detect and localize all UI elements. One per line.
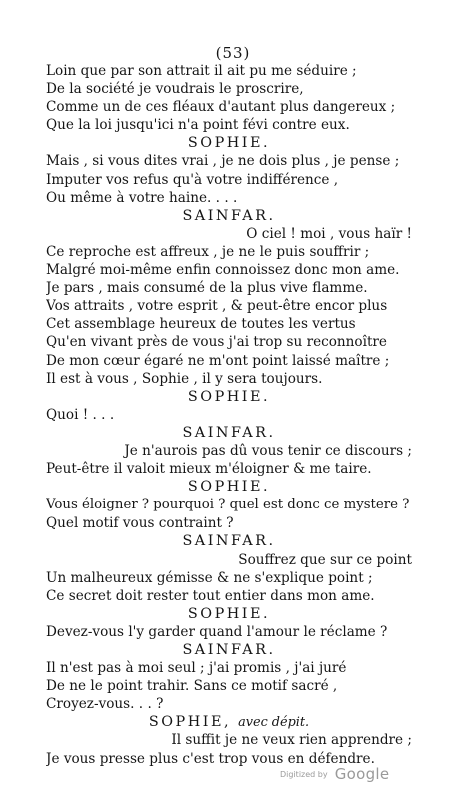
verse-line: Que la loi jusqu'ici n'a point févi contre eux.: [46, 117, 350, 134]
speaker-name: [46, 532, 412, 550]
speaker-label: SAINFAR.: [182, 207, 276, 224]
verse-line: Cet assemblage heureux de toutes les vertus: [46, 316, 356, 333]
verse-line: Il est à vous , Sophie , il y sera toujours.: [46, 370, 323, 387]
stage-direction: avec dépit.: [238, 715, 310, 731]
watermark-brand: Google: [334, 765, 390, 783]
verse-line: Il n'est pas à moi seul ; j'ai promis , j'ai juré: [46, 660, 347, 677]
verse-line: Vous éloigner ? pourquoi ? quel est donc ce mystere ?: [46, 497, 410, 513]
speaker-label: SOPHIE,: [148, 714, 232, 731]
speaker-name: [46, 388, 412, 406]
verse-line: Croyez-vous. . . ?: [46, 696, 164, 713]
verse-line: Un malheureux gémisse & ne s'explique point ;: [46, 569, 373, 586]
speaker-name: [46, 641, 412, 659]
speaker-name: [46, 207, 412, 225]
speaker-name: [46, 713, 412, 731]
verse-line: Je pars , mais consumé de la plus vive flamme.: [46, 280, 368, 297]
speaker-label: SOPHIE.: [187, 605, 271, 622]
speaker-name: [46, 424, 412, 442]
verse-line-indented: Il suffit je ne veux rien apprendre ;: [171, 732, 412, 749]
speaker-name: [46, 134, 412, 152]
verse-line-indented: Je n'aurois pas dû vous tenir ce discours ;: [124, 442, 412, 459]
verse-line: Peut-être il valoit mieux m'éloigner & me taire.: [46, 461, 372, 478]
verse-line: Ce reproche est affreux , je ne le puis souffrir ;: [46, 243, 370, 260]
speaker-label: SAINFAR.: [182, 424, 276, 441]
verse-line: Mais , si vous dites vrai , je ne dois plus , je pense ;: [46, 153, 400, 170]
verse-line: Malgré moi-même enfin connoissez donc mon ame.: [46, 262, 400, 279]
speaker-label: SAINFAR.: [182, 533, 276, 550]
verse-line: De mon cœur égaré ne m'ont point laissé maître ;: [46, 352, 390, 369]
verse-line-indented: Souffrez que sur ce point: [238, 551, 412, 568]
verse-line: De ne le point trahir. Sans ce motif sacré ,: [46, 678, 338, 695]
verse-line: Qu'en vivant près de vous j'ai trop su reconnoître: [46, 334, 387, 351]
play-text: [46, 62, 412, 768]
watermark-prefix: Digitized by: [280, 770, 328, 779]
speaker-label: SOPHIE.: [187, 135, 271, 152]
verse-line: Je vous presse plus c'est trop vous en défendre.: [46, 750, 375, 767]
verse-line-indented: O ciel ! moi , vous haïr !: [246, 225, 412, 242]
speaker-name: [46, 605, 412, 623]
speaker-label: SOPHIE.: [187, 388, 271, 405]
speaker-label: SAINFAR.: [182, 642, 276, 658]
page-number: (53): [215, 44, 251, 62]
verse-line: Comme un de ces fléaux d'autant plus dangereux ;: [46, 99, 396, 116]
verse-line: Imputer vos refus qu'à votre indifférence ,: [46, 171, 339, 188]
speaker-name: [46, 478, 412, 496]
verse-line: Ce secret doit rester tout entier dans mon ame.: [46, 587, 375, 604]
verse-line: Devez-vous l'y garder quand l'amour le réclame ?: [46, 623, 388, 640]
verse-line: Vos attraits , votre esprit , & peut-être encor plus: [46, 298, 388, 315]
verse-line: Quoi ! . . .: [46, 406, 115, 423]
speaker-label: SOPHIE.: [187, 479, 271, 496]
verse-line: Quel motif vous contraint ?: [46, 515, 234, 532]
verse-line: Ou même à votre haine. . . .: [46, 189, 238, 206]
verse-line: De la société je voudrais le proscrire,: [46, 81, 304, 98]
verse-line: Loin que par son attrait il ait pu me séduire ;: [46, 63, 357, 79]
digitization-watermark: [280, 764, 389, 783]
